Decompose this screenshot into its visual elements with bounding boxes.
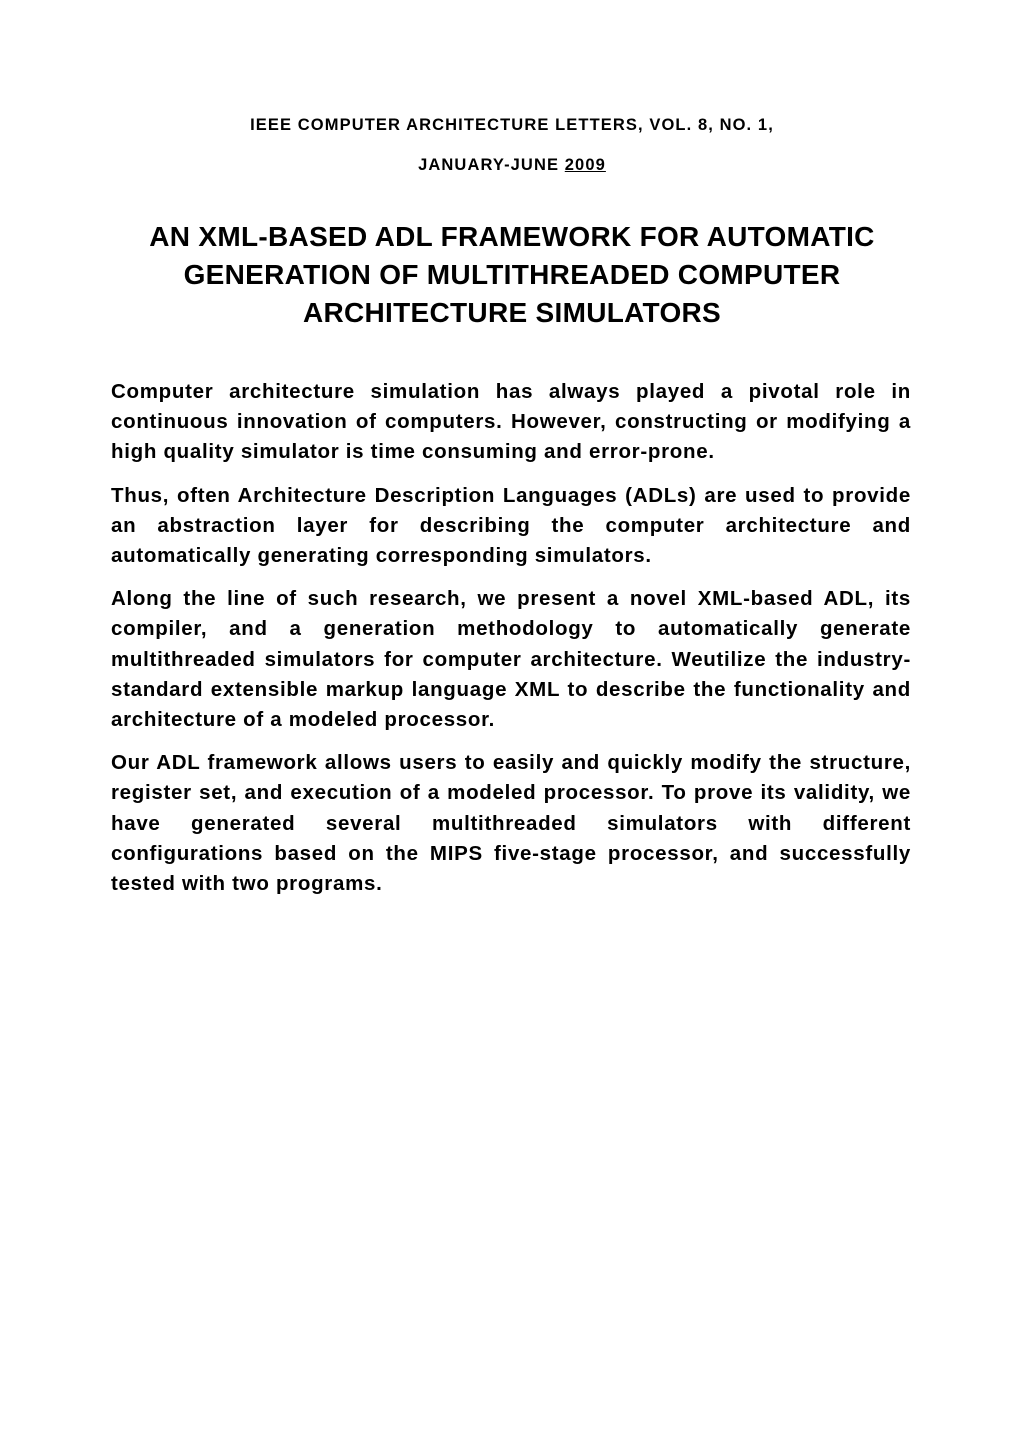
journal-name-line: IEEE COMPUTER ARCHITECTURE LETTERS, VOL. 8, NO. 1, (250, 116, 774, 134)
abstract-paragraph-4: Our ADL framework allows users to easily and quickly modify the structure, register set, and execution of a modeled processor. To prove its validity, we have generated several multithreaded simulators with different configurations based on the MIPS five-stage processor, and successfully tested with two programs. (111, 751, 911, 896)
abstract-paragraph-3: Along the line of such research, we present a novel XML-based ADL, its compiler, and a generation methodology to automatically generate multithreaded simulators for computer architecture. Weutilize the industry-standard extensible markup language XML to describe the functionality and architecture of a modeled processor. (111, 587, 911, 732)
abstract-body (111, 377, 911, 912)
abstract-paragraph-2: Thus, often Architecture Description Languages (ADLs) are used to provide an abstraction layer for describing the computer architecture and automatically generating corresponding simulators. (111, 483, 911, 568)
journal-date-line (0, 150, 1024, 180)
journal-months: JANUARY-JUNE (418, 156, 560, 174)
paper-title: AN XML-BASED ADL FRAMEWORK FOR AUTOMATIC GENERATION OF MULTITHREADED COMPUTER ARCHITECTURE SIMULATORS (149, 221, 875, 328)
journal-header (0, 110, 1024, 180)
abstract-paragraph-1: Computer architecture simulation has always played a pivotal role in continuous innovation of computers. However, constructing or modifying a high quality simulator is time consuming and error-prone. (111, 380, 911, 464)
journal-year-link[interactable]: 2009 (564, 156, 606, 174)
